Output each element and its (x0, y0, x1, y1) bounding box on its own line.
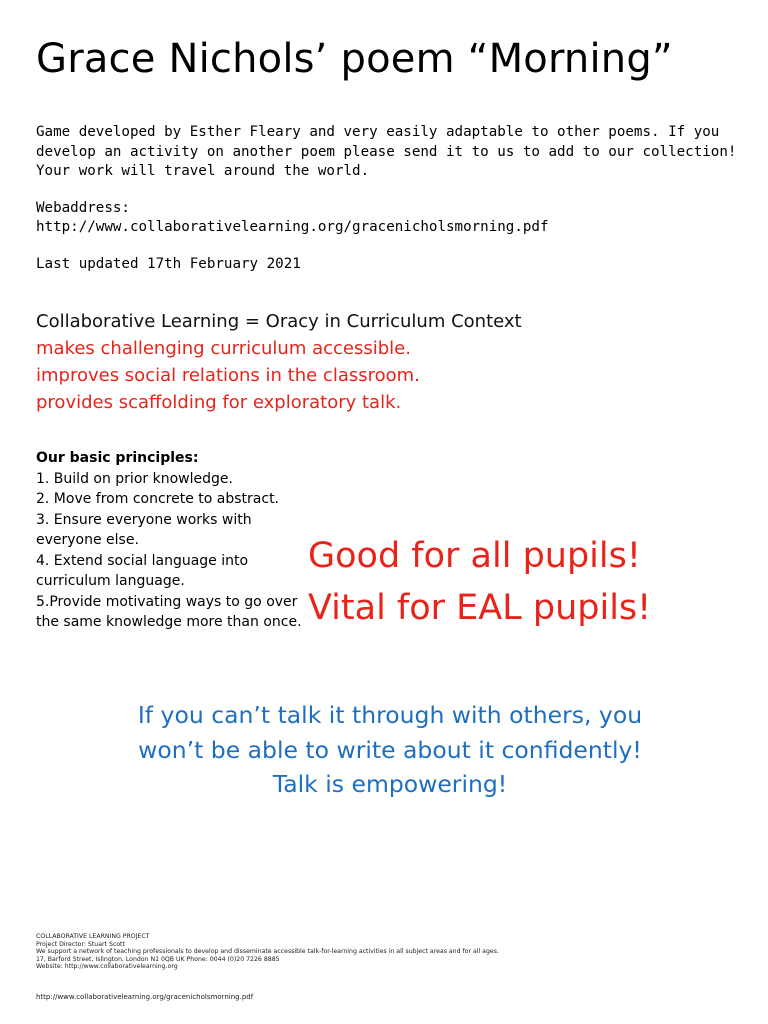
cl-point: improves social relations in the classroom. (36, 365, 420, 386)
pupils-line-all: Good for all pupils! (308, 536, 641, 576)
intro-section (36, 123, 746, 293)
pupils-callout (308, 530, 651, 634)
cl-point: provides scaffolding for exploratory talk. (36, 392, 402, 413)
intro-description: Game developed by Esther Fleary and very easily adaptable to other poems. If you develop an activity on another poem please send it to us to add to our collection! Your work will travel around the world. (36, 124, 737, 179)
talk-line: Talk is empowering! (272, 770, 508, 798)
principle-item: 5.Provide motivating ways to go over the same knowledge more than once. (36, 593, 302, 630)
principles-list (36, 469, 306, 633)
talk-line: If you can’t talk it through with others, you (137, 701, 643, 729)
principle-item: 3. Ensure everyone works with everyone else. (36, 511, 252, 548)
page-title: Grace Nichols’ poem “Morning” (36, 36, 673, 82)
last-updated: Last updated 17th February 2021 (36, 255, 301, 272)
web-address-label: Webaddress: (36, 199, 130, 216)
cl-point: makes challenging curriculum accessible. (36, 338, 411, 359)
footer-website[interactable]: Website: http://www.collaborativelearning.org (36, 963, 178, 971)
pupils-line-eal: Vital for EAL pupils! (308, 588, 652, 628)
principles-heading: Our basic principles: (36, 450, 199, 466)
web-address-link[interactable]: http://www.collaborativelearning.org/gracenicholsmorning.pdf (36, 219, 549, 235)
footer (36, 933, 499, 971)
principle-item: 2. Move from concrete to abstract. (36, 491, 280, 507)
footer-project: COLLABORATIVE LEARNING PROJECT (36, 933, 150, 940)
collaborative-learning-section (36, 308, 522, 416)
footer-director: Project Director: Stuart Scott (36, 940, 125, 948)
footer-page-url[interactable]: http://www.collaborativelearning.org/gracenicholsmorning.pdf (36, 993, 254, 1001)
principle-item: 1. Build on prior knowledge. (36, 470, 233, 487)
collaborative-learning-heading: Collaborative Learning = Oracy in Curriculum Context (36, 311, 522, 332)
footer-mission: We support a network of teaching professionals to develop and disseminate accessible talk-for-learning activities in all subject areas and for all ages. (36, 948, 499, 956)
footer-address: 17, Barford Street, Islington, London N1 0QB UK Phone: 0044 (0)20 7226 8885 (36, 955, 280, 963)
web-address-block (36, 199, 746, 238)
talk-callout (40, 698, 740, 802)
principles-section (36, 448, 306, 633)
principle-item: 4. Extend social language into curriculum language. (36, 552, 249, 589)
talk-line: won’t be able to write about it confidently! (138, 735, 642, 764)
